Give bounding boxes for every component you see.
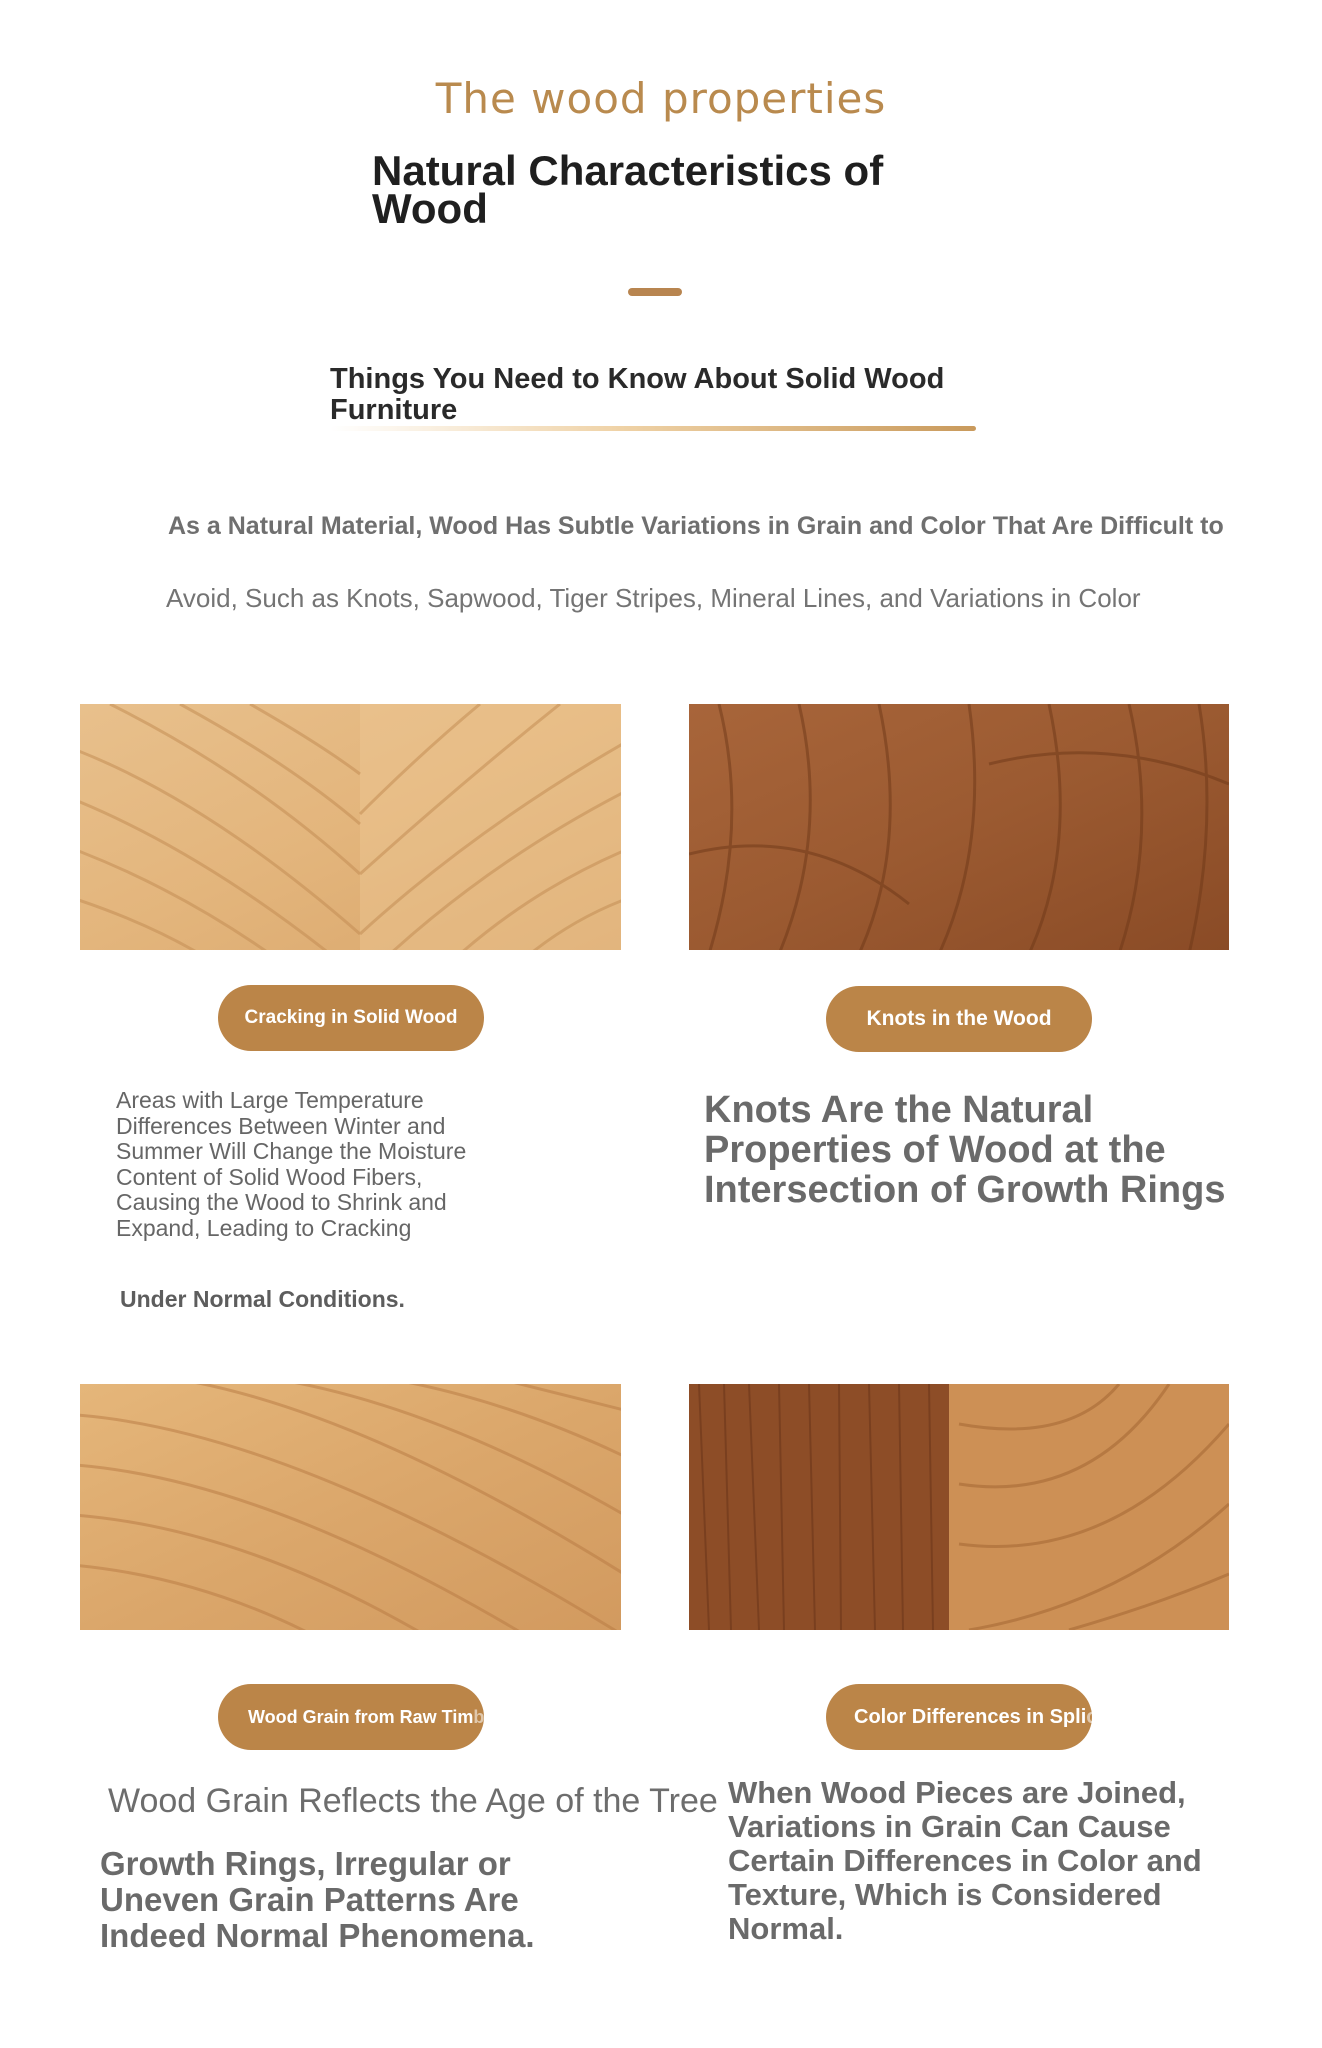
intro-line-1: As a Natural Material, Wood Has Subtle Variations in Grain and Color That Are Difficult to <box>168 512 1224 540</box>
badge-color-differences-label: Color Differences in Spli <box>854 1705 1087 1728</box>
cracking-note: Under Normal Conditions. <box>120 1286 405 1312</box>
section-subtitle: Things You Need to Know About Solid Wood Furniture <box>330 363 945 426</box>
badge-knots <box>826 986 1092 1052</box>
light-wood-grain-photo <box>80 704 621 950</box>
badge-color-differences-label-tail: cing <box>1086 1705 1128 1728</box>
dark-wood-grain-photo <box>689 704 1229 950</box>
knots-description: Knots Are the Natural Properties of Wood at the Intersection of Growth Rings <box>704 1089 1226 1211</box>
badge-wood-grain-label-tail: ber <box>473 1706 502 1727</box>
raw-timber-grain-photo <box>80 1384 621 1630</box>
badge-cracking-label: Cracking in Solid Wood <box>244 1007 458 1028</box>
page-title: Natural Characteristics of Wood <box>372 147 884 232</box>
badge-cracking <box>218 985 484 1051</box>
badge-knots-label: Knots in the Wood <box>866 1007 1052 1030</box>
cracking-description: Areas with Large Temperature Differences Between Winter and Summer Will Change the Moisture Content of Solid Wood Fibers, Causing the Wood to Shrink and Expand, Leading to Cracking <box>116 1087 467 1241</box>
wood-grain-description: Wood Grain Reflects the Age of the Tree <box>108 1782 718 1820</box>
color-differences-description: When Wood Pieces are Joined, Variations in Grain Can Cause Certain Differences in Color and Texture, Which is Considered Normal. <box>728 1775 1202 1946</box>
accent-divider <box>628 288 682 296</box>
subtitle-underline <box>330 426 976 431</box>
section-eyebrow: The wood properties <box>435 74 887 123</box>
badge-wood-grain-label: Wood Grain from Raw Tim <box>248 1706 474 1727</box>
spliced-wood-photo <box>689 1384 1229 1630</box>
intro-line-2: Avoid, Such as Knots, Sapwood, Tiger Stripes, Mineral Lines, and Variations in Color <box>166 583 1141 613</box>
wood-grain-note: Growth Rings, Irregular or Uneven Grain Patterns Are Indeed Normal Phenomena. <box>100 1845 535 1954</box>
badge-color-differences <box>826 1684 1128 1750</box>
badge-wood-grain <box>218 1684 502 1750</box>
